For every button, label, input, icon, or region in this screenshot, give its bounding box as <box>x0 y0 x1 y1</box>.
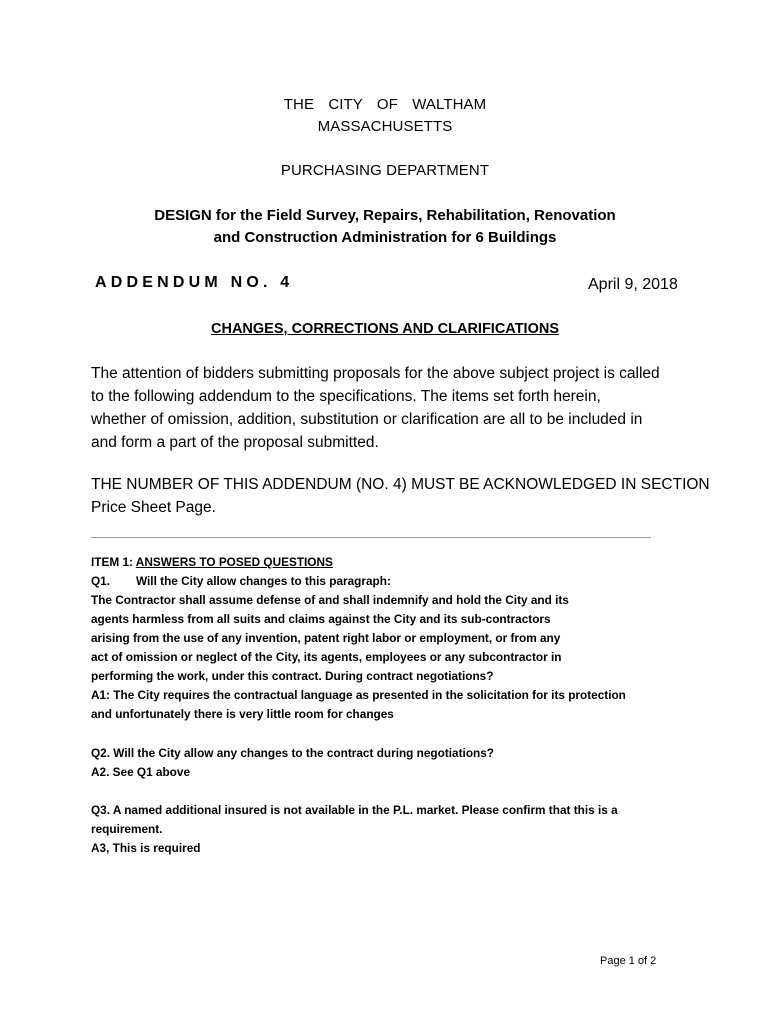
q1-quote-line: agents harmless from all suits and claims against the City and its sub-contractors <box>91 612 551 626</box>
q1-text: Will the City allow changes to this paragraph: <box>136 574 391 588</box>
page-number: Page 1 of 2 <box>600 955 657 967</box>
q1-question <box>91 572 626 591</box>
a1-line: A1: The City requires the contractual language as presented in the solicitation for its protection <box>91 688 626 702</box>
q2-question: Q2. Will the City allow any changes to the contract during negotiations? <box>91 746 494 760</box>
intro-line: and form a part of the proposal submitted. <box>91 434 379 451</box>
q3-question-line: requirement. <box>91 822 163 836</box>
q1-label: Q1. <box>91 574 111 588</box>
title-line-2: and Construction Administration for 6 Buildings <box>213 229 557 246</box>
section-heading: CHANGES, CORRECTIONS AND CLARIFICATIONS <box>211 321 559 337</box>
q3-question-line: Q3. A named additional insured is not available in the P.L. market. Please confirm that this is a <box>91 803 618 817</box>
qa-block <box>91 553 626 724</box>
q1-quote-line: performing the work, under this contract. During contract negotiations? <box>91 669 494 683</box>
item1-title: ANSWERS TO POSED QUESTIONS <box>135 555 333 569</box>
q3-answer: A3, This is required <box>91 841 201 855</box>
q1-quote-line: act of omission or neglect of the City, its agents, employees or any subcontractor in <box>91 650 562 664</box>
a1-line: and unfortunately there is very little room for changes <box>91 707 394 721</box>
title-line-1: DESIGN for the Field Survey, Repairs, Rehabilitation, Renovation <box>154 207 616 224</box>
city-line: THE CITY OF WALTHAM <box>283 96 487 113</box>
intro-line: to the following addendum to the specifications. The items set forth herein, <box>91 388 601 405</box>
q2-answer: A2. See Q1 above <box>91 765 191 779</box>
intro-paragraph <box>91 362 660 454</box>
q1-quote-line: arising from the use of any invention, patent right labor or employment, or from any <box>91 631 561 645</box>
acknowledge-line: Price Sheet Page. <box>91 499 216 516</box>
section-divider <box>91 537 651 538</box>
department-line: PURCHASING DEPARTMENT <box>280 162 490 179</box>
addendum-number: ADDENDUM NO. 4 <box>95 274 294 291</box>
item1-prefix: ITEM 1: <box>91 555 136 569</box>
q3-block <box>91 801 618 858</box>
q1-quote-line: The Contractor shall assume defense of and shall indemnify and hold the City and its <box>91 593 569 607</box>
q2-block <box>91 744 494 782</box>
intro-line: whether of omission, addition, substitution or clarification are all to be included in <box>91 411 643 428</box>
intro-line: The attention of bidders submitting proposals for the above subject project is called <box>91 365 660 382</box>
addendum-date: April 9, 2018 <box>588 276 678 293</box>
state-line: MASSACHUSETTS <box>317 118 453 135</box>
acknowledge-line: THE NUMBER OF THIS ADDENDUM (NO. 4) MUST BE ACKNOWLEDGED IN SECTION <box>91 476 710 493</box>
item1-heading <box>91 553 626 572</box>
acknowledge-paragraph <box>91 473 710 519</box>
